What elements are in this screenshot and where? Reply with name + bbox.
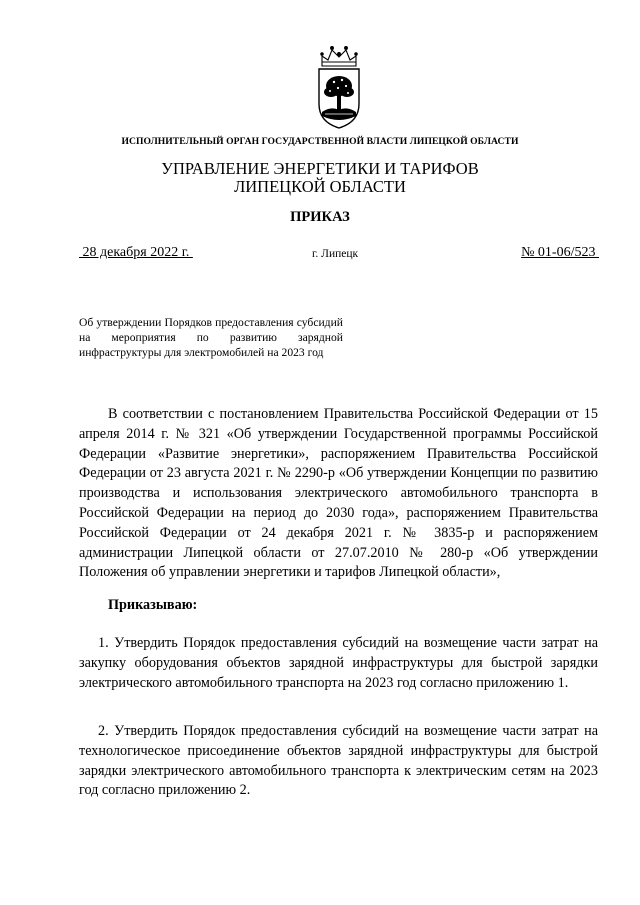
coat-of-arms-icon — [316, 44, 362, 130]
document-subject: Об утверждении Порядков предоставления субсидий на мероприятия по развитию зарядной инфраструктуры для электромобилей на 2023 год — [79, 316, 343, 359]
organization-name: ИСПОЛНИТЕЛЬНЫЙ ОРГАН ГОСУДАРСТВЕННОЙ ВЛАСТИ ЛИПЕЦКОЙ ОБЛАСТИ — [121, 136, 519, 147]
order-heading: Приказываю: — [108, 597, 198, 613]
preamble-paragraph: В соответствии с постановлением Правительства Российской Федерации от 15 апреля 2014 г. № 321 «Об утверждении Государственной программы Российской Федерации «Развитие энергетики», распоряжением Правительства Российской Федерации от 23 августа 2021 г. № 2290-р «Об утверждении Концепции по развитию производства и использования электрического автомобильного транспорта в Российской Федерации на период до 2030 года», распоряжением Правительства Российской Федерации от 24 декабря 2021 г. № 3835-р и распоряжением администрации Липецкой области от 27.07.2010 № 280-р «Об утверждении Положения об управлении энергетики и тарифов Липецкой области», — [79, 406, 598, 581]
order-item: 1. Утвердить Порядок предоставления субсидий на возмещение части затрат на закупку оборудования объектов зарядной инфраструктуры для быстрой зарядки электрического автомобильного транспорта на 2023 год согласно приложению 1. — [79, 635, 598, 691]
department-name-line2: ЛИПЕЦКОЙ ОБЛАСТИ — [234, 177, 406, 196]
document-number: № 01-06/523 — [521, 245, 599, 260]
department-name-line1: УПРАВЛЕНИЕ ЭНЕРГЕТИКИ И ТАРИФОВ — [161, 159, 479, 178]
document-date: 28 декабря 2022 г. — [79, 245, 193, 260]
document-city: г. Липецк — [312, 248, 359, 260]
document-type: ПРИКАЗ — [290, 209, 350, 225]
order-item: 2. Утвердить Порядок предоставления субсидий на возмещение части затрат на технологическое присоединение объектов зарядной инфраструктуры для быстрой зарядки электрического автомобильного транспорта к электрическим сетям на 2023 год согласно приложению 2. — [79, 723, 598, 799]
